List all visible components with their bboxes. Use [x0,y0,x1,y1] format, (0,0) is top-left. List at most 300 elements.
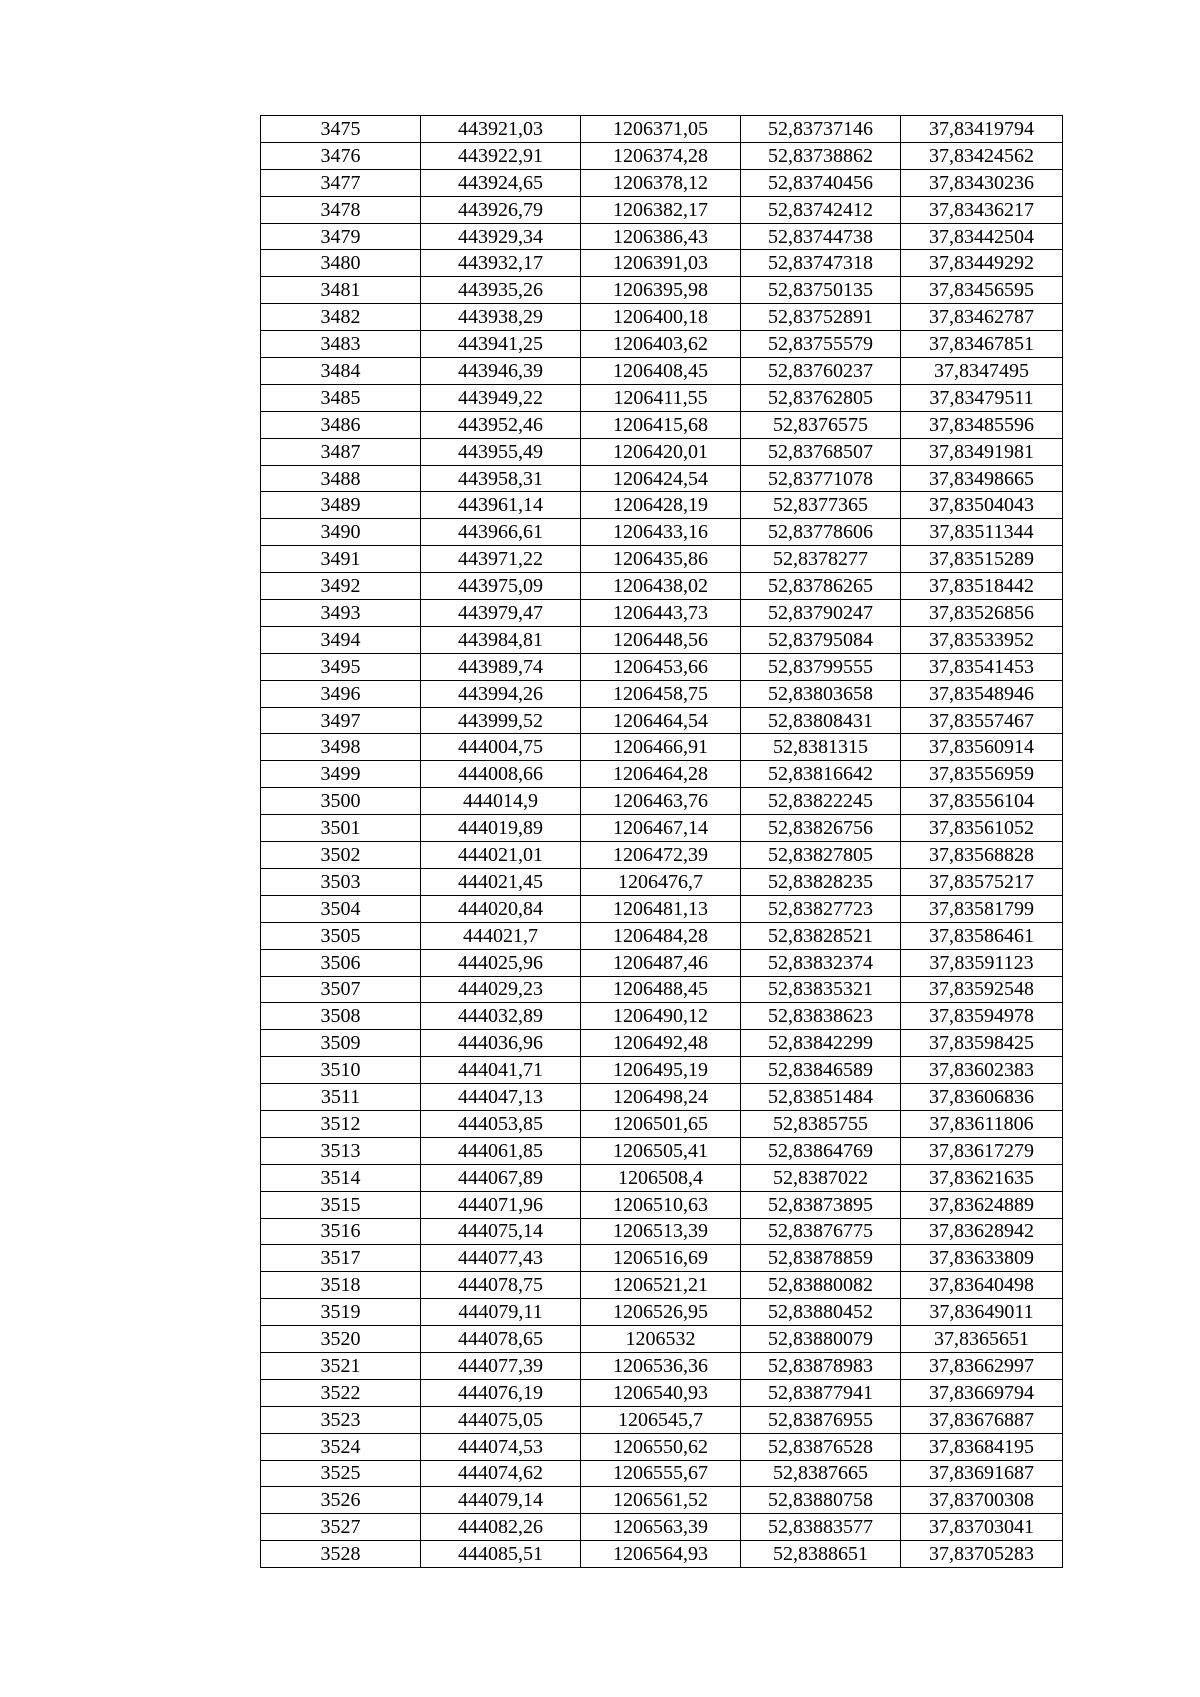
table-row [261,304,1063,331]
table-row [261,1057,1063,1084]
point-number-cell: 3520 [261,1326,421,1353]
point-number-cell: 3500 [261,788,421,815]
table-row [261,331,1063,358]
point-number-cell: 3527 [261,1514,421,1541]
y-coordinate-cell: 1206490,12 [581,1003,741,1030]
point-number-cell: 3524 [261,1433,421,1460]
y-coordinate-cell: 1206484,28 [581,922,741,949]
y-coordinate-cell: 1206395,98 [581,277,741,304]
longitude-cell: 37,83581799 [901,895,1063,922]
table-row [261,1406,1063,1433]
table-row [261,1245,1063,1272]
point-number-cell: 3479 [261,223,421,250]
longitude-cell: 37,83691687 [901,1460,1063,1487]
point-number-cell: 3512 [261,1110,421,1137]
latitude-cell: 52,83816642 [741,761,901,788]
y-coordinate-cell: 1206510,63 [581,1191,741,1218]
table-row [261,653,1063,680]
longitude-cell: 37,83541453 [901,653,1063,680]
x-coordinate-cell: 444053,85 [421,1110,581,1137]
x-coordinate-cell: 443966,61 [421,519,581,546]
point-number-cell: 3487 [261,438,421,465]
point-number-cell: 3484 [261,358,421,385]
y-coordinate-cell: 1206481,13 [581,895,741,922]
point-number-cell: 3497 [261,707,421,734]
table-row [261,976,1063,1003]
latitude-cell: 52,83750135 [741,277,901,304]
latitude-cell: 52,83790247 [741,600,901,627]
y-coordinate-cell: 1206516,69 [581,1245,741,1272]
longitude-cell: 37,83568828 [901,842,1063,869]
table-row [261,680,1063,707]
longitude-cell: 37,83621635 [901,1164,1063,1191]
y-coordinate-cell: 1206424,54 [581,465,741,492]
x-coordinate-cell: 444029,23 [421,976,581,1003]
point-number-cell: 3505 [261,922,421,949]
x-coordinate-cell: 443958,31 [421,465,581,492]
x-coordinate-cell: 444085,51 [421,1541,581,1568]
y-coordinate-cell: 1206374,28 [581,142,741,169]
table-row [261,600,1063,627]
y-coordinate-cell: 1206378,12 [581,169,741,196]
point-number-cell: 3496 [261,680,421,707]
y-coordinate-cell: 1206458,75 [581,680,741,707]
y-coordinate-cell: 1206408,45 [581,358,741,385]
point-number-cell: 3489 [261,492,421,519]
longitude-cell: 37,83560914 [901,734,1063,761]
table-row [261,465,1063,492]
point-number-cell: 3477 [261,169,421,196]
longitude-cell: 37,83705283 [901,1541,1063,1568]
table-row [261,1326,1063,1353]
point-number-cell: 3518 [261,1272,421,1299]
point-number-cell: 3478 [261,196,421,223]
y-coordinate-cell: 1206453,66 [581,653,741,680]
longitude-cell: 37,83511344 [901,519,1063,546]
x-coordinate-cell: 443932,17 [421,250,581,277]
y-coordinate-cell: 1206508,4 [581,1164,741,1191]
y-coordinate-cell: 1206476,7 [581,868,741,895]
y-coordinate-cell: 1206563,39 [581,1514,741,1541]
latitude-cell: 52,83846589 [741,1057,901,1084]
table-row [261,1352,1063,1379]
x-coordinate-cell: 444032,89 [421,1003,581,1030]
latitude-cell: 52,83864769 [741,1137,901,1164]
table-row [261,358,1063,385]
longitude-cell: 37,83556959 [901,761,1063,788]
point-number-cell: 3475 [261,116,421,143]
x-coordinate-cell: 443929,34 [421,223,581,250]
longitude-cell: 37,83430236 [901,169,1063,196]
point-number-cell: 3481 [261,277,421,304]
y-coordinate-cell: 1206536,36 [581,1352,741,1379]
latitude-cell: 52,83808431 [741,707,901,734]
longitude-cell: 37,83449292 [901,250,1063,277]
table-row [261,573,1063,600]
longitude-cell: 37,83556104 [901,788,1063,815]
latitude-cell: 52,83876955 [741,1406,901,1433]
y-coordinate-cell: 1206448,56 [581,626,741,653]
latitude-cell: 52,83880452 [741,1299,901,1326]
table-row [261,1299,1063,1326]
y-coordinate-cell: 1206555,67 [581,1460,741,1487]
y-coordinate-cell: 1206532 [581,1326,741,1353]
table-row [261,626,1063,653]
y-coordinate-cell: 1206487,46 [581,949,741,976]
x-coordinate-cell: 444079,11 [421,1299,581,1326]
point-number-cell: 3486 [261,411,421,438]
x-coordinate-cell: 443941,25 [421,331,581,358]
table-row [261,1487,1063,1514]
latitude-cell: 52,83873895 [741,1191,901,1218]
x-coordinate-cell: 444021,01 [421,842,581,869]
longitude-cell: 37,83498665 [901,465,1063,492]
point-number-cell: 3510 [261,1057,421,1084]
point-number-cell: 3515 [261,1191,421,1218]
point-number-cell: 3526 [261,1487,421,1514]
latitude-cell: 52,83851484 [741,1084,901,1111]
table-row [261,1218,1063,1245]
latitude-cell: 52,8388651 [741,1541,901,1568]
longitude-cell: 37,83662997 [901,1352,1063,1379]
y-coordinate-cell: 1206495,19 [581,1057,741,1084]
x-coordinate-cell: 443989,74 [421,653,581,680]
latitude-cell: 52,83827723 [741,895,901,922]
y-coordinate-cell: 1206400,18 [581,304,741,331]
x-coordinate-cell: 444077,39 [421,1352,581,1379]
latitude-cell: 52,83760237 [741,358,901,385]
x-coordinate-cell: 444074,62 [421,1460,581,1487]
coordinates-table [260,115,1063,1568]
latitude-cell: 52,83877941 [741,1379,901,1406]
longitude-cell: 37,83700308 [901,1487,1063,1514]
x-coordinate-cell: 444078,65 [421,1326,581,1353]
longitude-cell: 37,83602383 [901,1057,1063,1084]
table-row [261,1272,1063,1299]
coordinates-table-body [261,116,1063,1568]
y-coordinate-cell: 1206415,68 [581,411,741,438]
x-coordinate-cell: 444047,13 [421,1084,581,1111]
x-coordinate-cell: 443999,52 [421,707,581,734]
longitude-cell: 37,83504043 [901,492,1063,519]
longitude-cell: 37,83592548 [901,976,1063,1003]
x-coordinate-cell: 444075,05 [421,1406,581,1433]
longitude-cell: 37,83479511 [901,384,1063,411]
longitude-cell: 37,83442504 [901,223,1063,250]
table-row [261,438,1063,465]
y-coordinate-cell: 1206464,54 [581,707,741,734]
longitude-cell: 37,83684195 [901,1433,1063,1460]
latitude-cell: 52,83827805 [741,842,901,869]
y-coordinate-cell: 1206564,93 [581,1541,741,1568]
table-row [261,277,1063,304]
latitude-cell: 52,83880079 [741,1326,901,1353]
point-number-cell: 3523 [261,1406,421,1433]
y-coordinate-cell: 1206391,03 [581,250,741,277]
y-coordinate-cell: 1206545,7 [581,1406,741,1433]
y-coordinate-cell: 1206463,76 [581,788,741,815]
longitude-cell: 37,83467851 [901,331,1063,358]
latitude-cell: 52,83803658 [741,680,901,707]
table-row [261,1164,1063,1191]
x-coordinate-cell: 444041,71 [421,1057,581,1084]
y-coordinate-cell: 1206464,28 [581,761,741,788]
y-coordinate-cell: 1206371,05 [581,116,741,143]
point-number-cell: 3507 [261,976,421,1003]
latitude-cell: 52,8381315 [741,734,901,761]
latitude-cell: 52,83880758 [741,1487,901,1514]
longitude-cell: 37,83462787 [901,304,1063,331]
y-coordinate-cell: 1206488,45 [581,976,741,1003]
point-number-cell: 3519 [261,1299,421,1326]
latitude-cell: 52,83752891 [741,304,901,331]
point-number-cell: 3499 [261,761,421,788]
latitude-cell: 52,83768507 [741,438,901,465]
point-number-cell: 3522 [261,1379,421,1406]
longitude-cell: 37,83533952 [901,626,1063,653]
y-coordinate-cell: 1206386,43 [581,223,741,250]
table-row [261,1003,1063,1030]
longitude-cell: 37,83419794 [901,116,1063,143]
x-coordinate-cell: 443949,22 [421,384,581,411]
x-coordinate-cell: 443971,22 [421,546,581,573]
table-row [261,868,1063,895]
table-row [261,546,1063,573]
x-coordinate-cell: 444061,85 [421,1137,581,1164]
point-number-cell: 3501 [261,815,421,842]
table-row [261,1514,1063,1541]
longitude-cell: 37,83548946 [901,680,1063,707]
table-row [261,519,1063,546]
longitude-cell: 37,83518442 [901,573,1063,600]
longitude-cell: 37,83594978 [901,1003,1063,1030]
longitude-cell: 37,83456595 [901,277,1063,304]
y-coordinate-cell: 1206433,16 [581,519,741,546]
latitude-cell: 52,83826756 [741,815,901,842]
point-number-cell: 3502 [261,842,421,869]
point-number-cell: 3498 [261,734,421,761]
y-coordinate-cell: 1206513,39 [581,1218,741,1245]
latitude-cell: 52,8376575 [741,411,901,438]
point-number-cell: 3509 [261,1030,421,1057]
y-coordinate-cell: 1206561,52 [581,1487,741,1514]
point-number-cell: 3482 [261,304,421,331]
x-coordinate-cell: 444019,89 [421,815,581,842]
table-row [261,116,1063,143]
point-number-cell: 3488 [261,465,421,492]
table-row [261,169,1063,196]
table-row [261,411,1063,438]
x-coordinate-cell: 444075,14 [421,1218,581,1245]
x-coordinate-cell: 443935,26 [421,277,581,304]
table-row [261,922,1063,949]
latitude-cell: 52,83832374 [741,949,901,976]
x-coordinate-cell: 444076,19 [421,1379,581,1406]
latitude-cell: 52,8385755 [741,1110,901,1137]
longitude-cell: 37,83586461 [901,922,1063,949]
x-coordinate-cell: 444067,89 [421,1164,581,1191]
point-number-cell: 3521 [261,1352,421,1379]
latitude-cell: 52,83828235 [741,868,901,895]
table-row [261,1379,1063,1406]
x-coordinate-cell: 443961,14 [421,492,581,519]
y-coordinate-cell: 1206428,19 [581,492,741,519]
table-row [261,734,1063,761]
longitude-cell: 37,83491981 [901,438,1063,465]
longitude-cell: 37,8365651 [901,1326,1063,1353]
x-coordinate-cell: 444025,96 [421,949,581,976]
longitude-cell: 37,83669794 [901,1379,1063,1406]
latitude-cell: 52,83876528 [741,1433,901,1460]
point-number-cell: 3485 [261,384,421,411]
latitude-cell: 52,8387022 [741,1164,901,1191]
point-number-cell: 3503 [261,868,421,895]
longitude-cell: 37,83703041 [901,1514,1063,1541]
latitude-cell: 52,83822245 [741,788,901,815]
table-row [261,842,1063,869]
latitude-cell: 52,83880082 [741,1272,901,1299]
latitude-cell: 52,8377365 [741,492,901,519]
latitude-cell: 52,83747318 [741,250,901,277]
point-number-cell: 3483 [261,331,421,358]
point-number-cell: 3504 [261,895,421,922]
x-coordinate-cell: 444074,53 [421,1433,581,1460]
latitude-cell: 52,83883577 [741,1514,901,1541]
table-row [261,761,1063,788]
longitude-cell: 37,83633809 [901,1245,1063,1272]
x-coordinate-cell: 443994,26 [421,680,581,707]
x-coordinate-cell: 444008,66 [421,761,581,788]
x-coordinate-cell: 444036,96 [421,1030,581,1057]
y-coordinate-cell: 1206472,39 [581,842,741,869]
point-number-cell: 3476 [261,142,421,169]
point-number-cell: 3514 [261,1164,421,1191]
y-coordinate-cell: 1206505,41 [581,1137,741,1164]
table-row [261,895,1063,922]
x-coordinate-cell: 443984,81 [421,626,581,653]
x-coordinate-cell: 444020,84 [421,895,581,922]
y-coordinate-cell: 1206435,86 [581,546,741,573]
table-row [261,1030,1063,1057]
x-coordinate-cell: 443924,65 [421,169,581,196]
y-coordinate-cell: 1206526,95 [581,1299,741,1326]
latitude-cell: 52,83786265 [741,573,901,600]
longitude-cell: 37,83606836 [901,1084,1063,1111]
latitude-cell: 52,83778606 [741,519,901,546]
latitude-cell: 52,8378277 [741,546,901,573]
point-number-cell: 3525 [261,1460,421,1487]
point-number-cell: 3516 [261,1218,421,1245]
x-coordinate-cell: 443979,47 [421,600,581,627]
table-row [261,788,1063,815]
y-coordinate-cell: 1206501,65 [581,1110,741,1137]
x-coordinate-cell: 443955,49 [421,438,581,465]
y-coordinate-cell: 1206443,73 [581,600,741,627]
table-row [261,1541,1063,1568]
latitude-cell: 52,83762805 [741,384,901,411]
table-row [261,384,1063,411]
table-row [261,815,1063,842]
y-coordinate-cell: 1206411,55 [581,384,741,411]
point-number-cell: 3492 [261,573,421,600]
y-coordinate-cell: 1206403,62 [581,331,741,358]
table-row [261,707,1063,734]
point-number-cell: 3494 [261,626,421,653]
latitude-cell: 52,83835321 [741,976,901,1003]
point-number-cell: 3506 [261,949,421,976]
table-row [261,492,1063,519]
point-number-cell: 3493 [261,600,421,627]
table-row [261,1084,1063,1111]
longitude-cell: 37,83640498 [901,1272,1063,1299]
longitude-cell: 37,83617279 [901,1137,1063,1164]
x-coordinate-cell: 443921,03 [421,116,581,143]
table-row [261,1137,1063,1164]
latitude-cell: 52,83737146 [741,116,901,143]
latitude-cell: 52,83771078 [741,465,901,492]
longitude-cell: 37,83515289 [901,546,1063,573]
x-coordinate-cell: 443975,09 [421,573,581,600]
table-row [261,1110,1063,1137]
y-coordinate-cell: 1206466,91 [581,734,741,761]
latitude-cell: 52,83878983 [741,1352,901,1379]
point-number-cell: 3517 [261,1245,421,1272]
longitude-cell: 37,83676887 [901,1406,1063,1433]
table-row [261,1433,1063,1460]
longitude-cell: 37,83557467 [901,707,1063,734]
point-number-cell: 3490 [261,519,421,546]
point-number-cell: 3480 [261,250,421,277]
longitude-cell: 37,83624889 [901,1191,1063,1218]
point-number-cell: 3513 [261,1137,421,1164]
longitude-cell: 37,83628942 [901,1218,1063,1245]
y-coordinate-cell: 1206438,02 [581,573,741,600]
table-row [261,223,1063,250]
longitude-cell: 37,83526856 [901,600,1063,627]
point-number-cell: 3491 [261,546,421,573]
x-coordinate-cell: 443946,39 [421,358,581,385]
longitude-cell: 37,83649011 [901,1299,1063,1326]
point-number-cell: 3528 [261,1541,421,1568]
x-coordinate-cell: 444021,7 [421,922,581,949]
latitude-cell: 52,83878859 [741,1245,901,1272]
x-coordinate-cell: 444078,75 [421,1272,581,1299]
latitude-cell: 52,83795084 [741,626,901,653]
table-row [261,196,1063,223]
longitude-cell: 37,83485596 [901,411,1063,438]
x-coordinate-cell: 444077,43 [421,1245,581,1272]
y-coordinate-cell: 1206492,48 [581,1030,741,1057]
x-coordinate-cell: 443938,29 [421,304,581,331]
latitude-cell: 52,83755579 [741,331,901,358]
point-number-cell: 3508 [261,1003,421,1030]
latitude-cell: 52,8387665 [741,1460,901,1487]
table-row [261,1460,1063,1487]
longitude-cell: 37,83611806 [901,1110,1063,1137]
table-row [261,250,1063,277]
longitude-cell: 37,83575217 [901,868,1063,895]
x-coordinate-cell: 443926,79 [421,196,581,223]
longitude-cell: 37,83598425 [901,1030,1063,1057]
latitude-cell: 52,83842299 [741,1030,901,1057]
x-coordinate-cell: 444071,96 [421,1191,581,1218]
x-coordinate-cell: 443952,46 [421,411,581,438]
x-coordinate-cell: 443922,91 [421,142,581,169]
latitude-cell: 52,83742412 [741,196,901,223]
longitude-cell: 37,8347495 [901,358,1063,385]
longitude-cell: 37,83561052 [901,815,1063,842]
x-coordinate-cell: 444021,45 [421,868,581,895]
